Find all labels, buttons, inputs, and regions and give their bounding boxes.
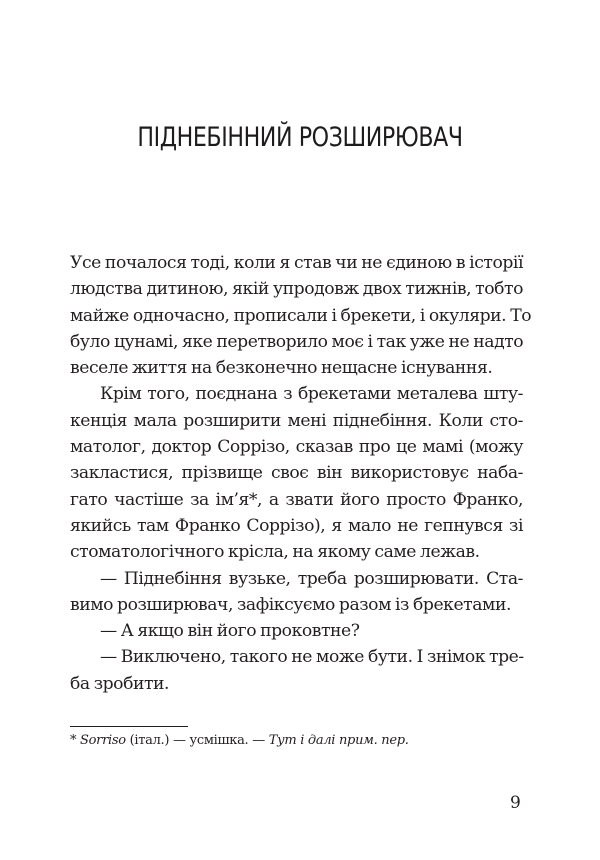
text-line: стоматологічного крісла, на якому саме лежав.	[70, 542, 480, 563]
dialogue-line	[70, 566, 523, 619]
text-line: гато частіше за ім’я*, а звати його просто Франко,	[70, 489, 523, 510]
page-number: 9	[510, 793, 521, 813]
chapter-title: ПІДНЕБІННИЙ РОЗШИРЮВАЧ	[137, 122, 463, 153]
dialogue-line	[70, 644, 523, 697]
text-line: людства дитиною, якій упродовж двох тижнів, тобто	[70, 279, 523, 300]
text-line: — Піднебіння вузьке, треба розширювати. Ста-	[100, 568, 523, 589]
paragraph	[70, 250, 532, 381]
footnote-marker: *	[70, 733, 81, 748]
text-line: якийсь там Франко Соррізо), я мало не гепнувся зі	[70, 515, 523, 536]
body-text	[70, 250, 532, 697]
text-line: вимо розширювач, зафіксуємо разом із брекетами.	[70, 594, 511, 615]
dialogue-line	[70, 618, 523, 644]
footnote-divider	[70, 726, 188, 727]
text-line: ба зробити.	[70, 673, 170, 694]
text-line: було цунамі, яке перетворило моє і так уже не надто	[70, 331, 524, 352]
text-line: закластися, прізвище своє він використовує наба-	[70, 463, 523, 484]
text-line: Усе почалося тоді, коли я став чи не єдиною в історії	[70, 253, 523, 273]
footnote-translator-note: Тут і далі прим. пер.	[268, 733, 409, 748]
text-line: кенція мала розширити мені піднебіння. Коли сто-	[70, 410, 523, 431]
footnote	[70, 733, 409, 748]
text-line: веселе життя на безконечно нещасне існування.	[70, 358, 493, 379]
footnote-definition: (італ.) — усмішка. —	[125, 733, 269, 748]
text-line: Крім того, поєднана з брекетами металева шту-	[100, 384, 523, 405]
footnote-term: Sorriso	[80, 733, 126, 748]
text-line: матолог, доктор Соррізо, сказав про це мамі (можу	[70, 437, 523, 458]
text-line: майже одночасно, прописали і брекети, і окуляри. То	[70, 305, 532, 326]
text-line: — Виключено, такого не може бути. І знімок тре-	[100, 647, 524, 668]
paragraph	[70, 381, 523, 565]
text-line: — А якщо він його проковтне?	[100, 621, 360, 642]
